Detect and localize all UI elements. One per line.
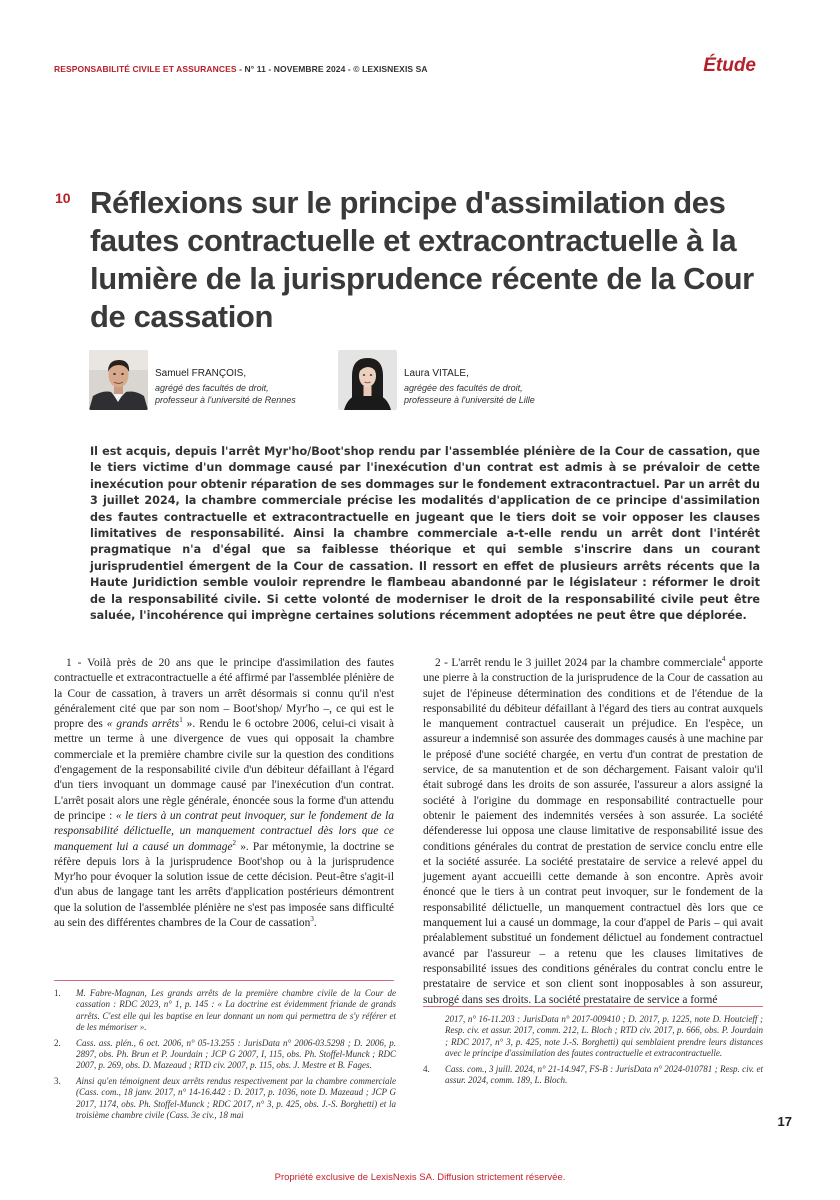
footnote [54, 1076, 396, 1122]
author-affiliation: professeure à l'université de Lille [404, 395, 535, 405]
abstract: Il est acquis, depuis l'arrêt Myr'ho/Boot'shop rendu par l'assemblée plénière de la Cour de cassation, que le tiers victime d'un dommage causé par l'inexécution d'un contrat est admis à se prévaloir de cette inexécution pour obtenir réparation de ses dommages sur le fondement extracontractuel. Par un arrêt du 3 juillet 2024, la chambre commerciale précise les modalités d'application de ce principe d'assimilation des fautes contractuelle et extracontractuelle en jugeant que le tiers doit se voir opposer les clauses limitatives de responsabilité. Ainsi la chambre commerciale a-t-elle rendu un arrêt dont l'intérêt pragmatique n'a d'égal que sa faiblesse théorique et qui semble s'inscrire dans un courant jurisprudentiel émergent de la Cour de cassation. Il ressort en effet de plusieurs arrêts récents que la Haute Juridiction semble vouloir reprendre le flambeau abandonné par le législateur : réformer le droit de la responsabilité civile. Si cette volonté de moderniser le droit de la responsabilité civile peut être saluée, l'incohérence qui imprègne certaines solutions récemment adoptées ne peut être que déplorée. [90, 445, 760, 623]
author-photo-vitale [338, 350, 397, 410]
text-run: ». Par métonymie, la doctrine se réfère depuis lors à la jurisprudence Boot'shop ou à la jurisprudence Myr'ho pour évoquer la solution issue de cette décision. Peut-être s'agit-il d'un abus de langage tant les arrêts d'application postérieurs démontrent que la solution de l'assemblée plénière ne s'est pas imposée sans difficulté au sein des différentes chambres de la Cour de cassation [54, 840, 394, 930]
footnote-number: 3. [54, 1075, 61, 1086]
footnote-ref[interactable]: 1 [179, 716, 183, 725]
footnote-text: Cass. com., 3 juill. 2024, n° 21-14.947, FS-B : JurisData n° 2024-010781 ; Resp. civ. et assur. 2024, comm. 189, L. Bloch. [445, 1063, 763, 1086]
author-photo-francois [89, 350, 148, 410]
footnote-number: 1. [54, 988, 61, 998]
footnote-text: M. Fabre-Magnan, Les grands arrêts de la première chambre civile de la Cour de cassation : RDC 2023, n° 1, p. 145 : « La doctrine est évidemment friande de grands arrêts. C'est elle qui les baptise en leur donnant un nom qui permettra de s'y référer et de les mémoriser ». [76, 988, 396, 1033]
running-header [54, 64, 428, 74]
quote: « le tiers à un contrat peut invoquer, sur le fondement de la responsabilité délictuelle, un manquement contractuel dès lors que ce manquement lui a causé un dommage [54, 809, 395, 853]
footnote-text: Cass. ass. plén., 6 oct. 2006, n° 05-13.255 : JurisData n° 2006-03.5298 ; D. 2006, p. 2897, obs. Ph. Brun et P. Jourdain ; JCP G 2007, I, 115, obs. Ph. Stoffel-Munck ; RDC 2007, p. 269, obs. D. Mazeaud ; RTD civ. 2007, p. 115, obs. J. Mestre et B. Fages. [76, 1037, 396, 1071]
author-name: Samuel FRANÇOIS, [155, 368, 247, 379]
text-run: ». Rendu le 6 octobre 2006, celui-ci visait à mettre un terme à une divergence de vues qui opposait la chambre commerciale et la première chambre civile sur la question des conditions d'engagement de la responsabilité civile d'un débiteur défaillant à l'égard d'un tiers invoquant un dommage causé par l'inexécution d'un contrat. L'arrêt posait alors une règle générale, énoncée sous la forme d'un attendu de principe : [54, 718, 394, 822]
article-number: 10 [55, 190, 71, 206]
copyright-footer: Propriété exclusive de LexisNexis SA. Diffusion strictement réservée. [274, 1172, 566, 1183]
author-block-vitale [404, 368, 584, 406]
footnotes-right [423, 1014, 763, 1090]
footnote-text: 2017, n° 16-11.203 : JurisData n° 2017-009410 ; D. 2017, p. 1225, note D. Houtcieff ; Resp. civ. et assur. 2017, comm. 212, L. Bloch ; RTD civ. 2017, p. 666, obs. P. Jourdain ; RDC 2017, n° 3, p. 425, note J.-S. Borghetti) qui semblaient prendre leurs distances avec le principe d'assimilation des fautes contractuelle et extracontractuelle. [445, 1014, 763, 1059]
author-name: Laura VITALE, [404, 368, 469, 379]
article-title: Réflexions sur le principe d'assimilation des fautes contractuelle et extracontractuelle à la lumière de la jurisprudence récente de la Cour de cassation [90, 185, 754, 334]
quote: « grands arrêts [106, 718, 180, 731]
journal-name: RESPONSABILITÉ CIVILE ET ASSURANCES [54, 64, 237, 74]
issue-info: - N° 11 - NOVEMBRE 2024 - © LEXISNEXIS SA [236, 64, 428, 74]
portrait-image [338, 350, 397, 410]
body-column-left [54, 656, 394, 931]
footnote-divider [423, 1006, 763, 1007]
footnote-ref[interactable]: 3 [310, 915, 314, 924]
footnote-number: 4. [423, 1063, 430, 1074]
footnote-text: Ainsi qu'en témoignent deux arrêts rendus respectivement par la chambre commerciale (Cass. com., 18 janv. 2017, n° 14-16.442 : D. 2017, p. 1036, note D. Mazeaud ; JCP G 2017, 1174, obs. Ph. Stoffel-Munck ; RDC 2017, n° 3, p. 425, obs. J.-S. Borghetti) et la troisième chambre civile (Cass. 3e civ., 18 mai [76, 1075, 396, 1121]
body-column-right [423, 656, 763, 1008]
paragraph-2 [423, 656, 763, 1008]
author-block-francois [155, 368, 325, 406]
text-run: . [313, 917, 317, 930]
footnote-number: 2. [54, 1037, 61, 1048]
footnote-number [423, 1014, 445, 1060]
text-run: apporte une pierre à la construction de la jurisprudence de la Cour de cassation au sujet de l'épineuse détermination des conditions et de l'étendue de la responsabilité du débiteur défaillant à l'égard des tiers au contrat auxquels le manquement contractuel causerait un préjudice. En l'espèce, un assureur a indemnisé son assurée des dommages causés à une machine par le préposé d'une société chargée, en vertu d'un contrat de prestation de service, de sa manutention et de son déchargement. Faisant valoir qu'il était subrogé dans les droits de son assurée, l'assureur a alors assigné la société à l'origine du dommage en responsabilité contractuelle pour obtenir le paiement des indemnités versées à son assurée. La société défenderesse lui opposa une clause limitative de responsabilité issue des conditions générales du contrat de prestation de service conclu entre elle et la société assurée. La société prestataire de service a relevé appel du jugement ayant accueilli cette demande à son encontre. Après avoir énoncé que le tiers à un contrat peut invoquer, sur le fondement de la responsabilité délictuelle, un manquement contractuel dès lors que ce manquement lui a causé un dommage, la cour d'appel de Paris – qui avait préalablement substitué un fondement délictuel au fondement contractuel avancé par l'assureur – a retenu que les clauses limitatives de responsabilité issues des conditions générales du contrat conclu entre le prestataire de service et son client sont inopposables à son assureur, subrogé dans ses droits. La société prestataire de service a formé [423, 657, 763, 1006]
text-run: 2 - L'arrêt rendu le 3 juillet 2024 par la chambre commerciale [435, 657, 722, 669]
text-run: 1 - Voilà près de 20 ans que le principe d'assimilation des fautes contractuelle et extracontractuelle a été affirmé par l'assemblée plénière de la Cour de cassation, à travers un arrêt désormais si connu qu'il n'est généralement cité que par son nom – Boot'shop/ Myr'ho –, ce qui est le propre des [54, 657, 394, 731]
author-affiliation: agrégé des facultés de droit, [155, 383, 269, 393]
footnote [54, 1038, 396, 1072]
paragraph-1 [54, 656, 394, 931]
footnote-continued [423, 1014, 763, 1060]
author-affiliation: professeur à l'université de Rennes [155, 395, 296, 405]
footnote-divider [54, 980, 394, 981]
footnote [54, 988, 396, 1034]
author-affiliation: agrégée des facultés de droit, [404, 383, 523, 393]
footnote-ref[interactable]: 2 [232, 838, 236, 847]
section-label: Étude [703, 55, 756, 76]
portrait-image [89, 350, 148, 410]
footnote [423, 1064, 763, 1087]
page-number: 17 [777, 1114, 792, 1129]
footnote-ref[interactable]: 4 [721, 655, 726, 664]
footnotes-left [54, 988, 396, 1125]
